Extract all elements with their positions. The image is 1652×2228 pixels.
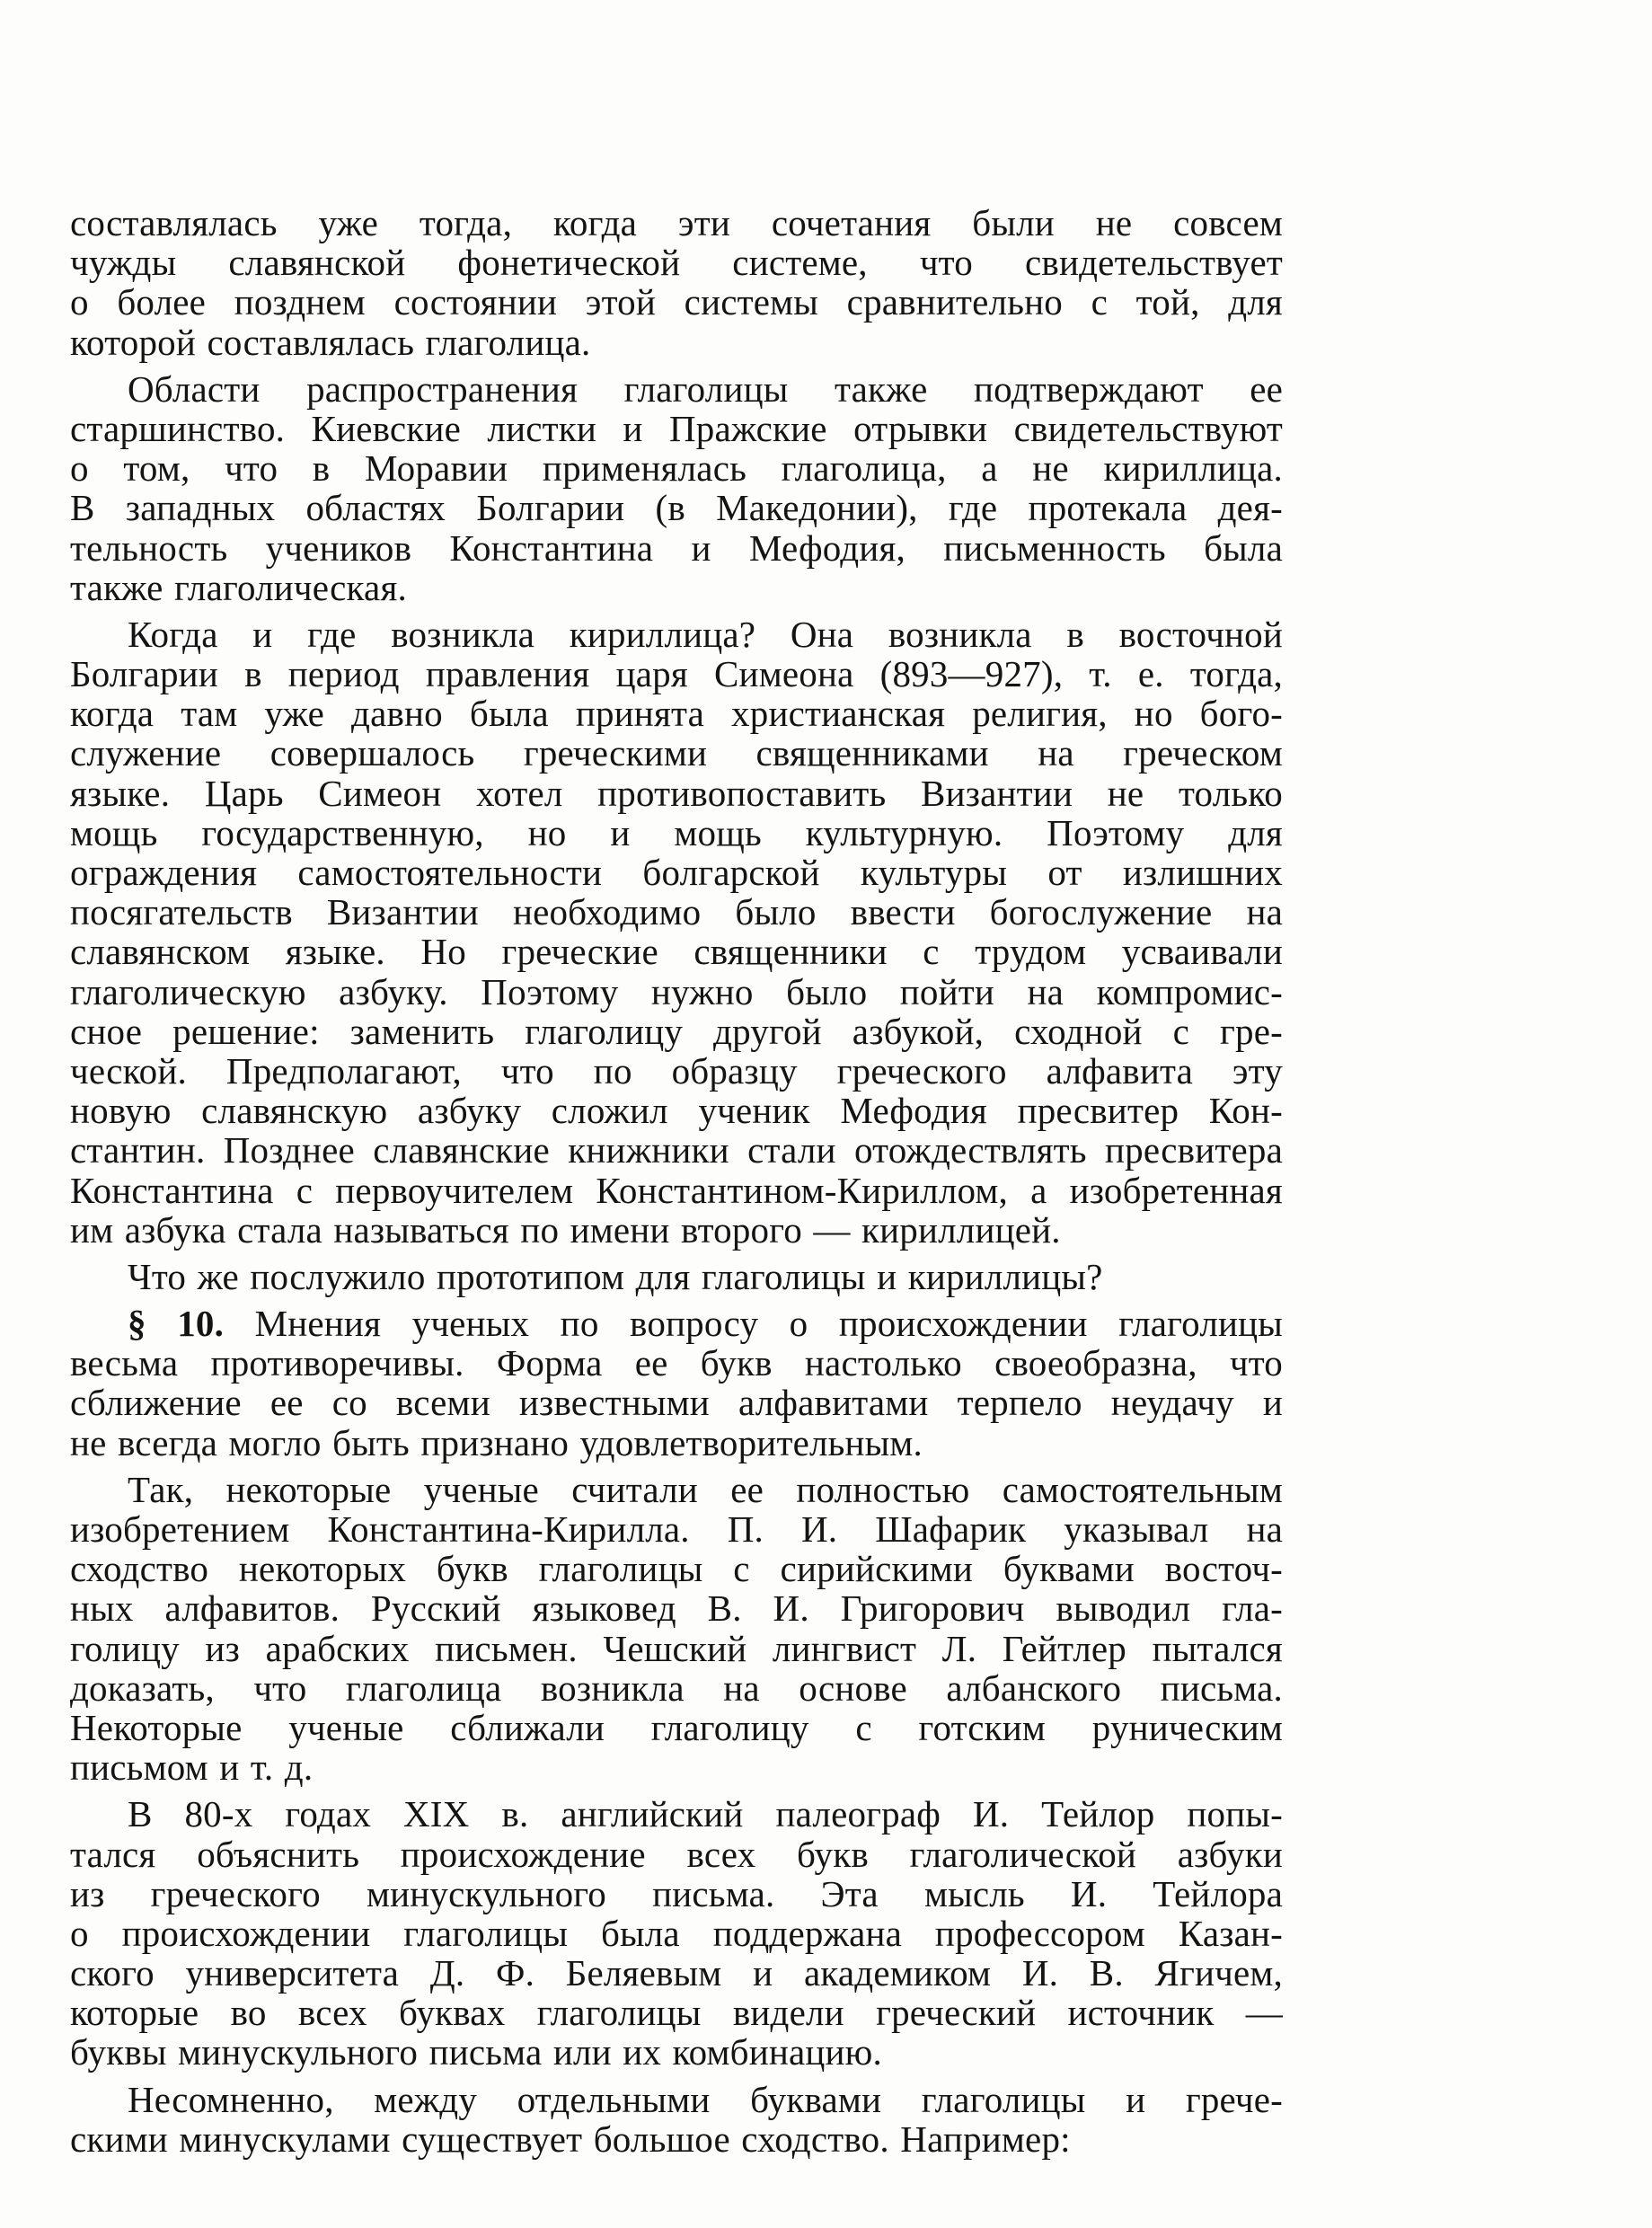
text-line: В западных областях Болгарии (в Македонии), где протекала дея- xyxy=(70,487,1283,529)
text-line: Так, некоторые ученые считали ее полностью самостоятельным xyxy=(128,1468,1283,1510)
paragraph xyxy=(70,369,1283,607)
text-line: Когда и где возникла кириллица? Она возникла в восточной xyxy=(128,613,1283,655)
text-line: Области распространения глаголицы также подтверждают ее xyxy=(128,367,1283,410)
text-line: которой составлялась глаголица. xyxy=(70,321,591,363)
text-line: тельность учеников Константина и Мефодия, письменность была xyxy=(70,526,1283,569)
text-line: им азбука стала называться по имени второго — кириллицей. xyxy=(70,1208,1061,1251)
text-line: славянском языке. Но греческие священники с трудом усваивали xyxy=(70,931,1283,973)
text-line: сное решение: заменить глаголицу другой азбукой, сходной с гре- xyxy=(70,1010,1283,1052)
text-line: письмом и т. д. xyxy=(70,1746,314,1789)
text-line: ограждения самостоятельности болгарской культуры от излишних xyxy=(70,852,1283,893)
paragraph xyxy=(70,1794,1283,2072)
text-line: Что же послужило прототипом для глаголицы и кириллицы? xyxy=(128,1255,1103,1297)
paragraph xyxy=(70,1257,1283,1296)
text-line: чужды славянской фонетической системе, что свидетельствует xyxy=(70,242,1283,284)
text-line xyxy=(70,1304,1283,1343)
text-line: весьма противоречивы. Форма ее букв настолько своеобразна, что xyxy=(70,1342,1283,1384)
text-line: ского университета Д. Ф. Беляевым и академиком И. В. Ягичем, xyxy=(70,1952,1283,1994)
paragraph xyxy=(70,1470,1283,1788)
text-line: которые во всех буквах глаголицы видели греческий источник — xyxy=(70,1992,1283,2034)
text-line: ческой. Предполагают, что по образцу греческого алфавита эту xyxy=(70,1049,1283,1092)
text-line: изобретением Константина-Кирилла. П. И. Шафарик указывал на xyxy=(70,1508,1283,1550)
text-line: стантин. Позднее славянские книжники стали отождествлять пресвитера xyxy=(70,1129,1283,1171)
text-line: В 80-х годах XIX в. английский палеограф И. Тейлор попы- xyxy=(128,1793,1283,1835)
paragraph xyxy=(70,2080,1283,2159)
text-line: Константина с первоучителем Константином-Кириллом, а изобретенная xyxy=(70,1169,1283,1211)
text-line: Болгарии в период правления царя Симеона (893—927), т. е. тогда, xyxy=(70,653,1283,695)
section-number: § 10. xyxy=(128,1303,225,1345)
paragraph xyxy=(70,614,1283,1250)
text-line: тался объяснить происхождение всех букв глаголической азбуки xyxy=(70,1833,1283,1875)
text-line: о том, что в Моравии применялась глаголица, а не кириллица. xyxy=(70,447,1283,490)
text-line: скими минускулами существует большое сходство. Например: xyxy=(70,2117,1071,2160)
text-line: голицу из арабских письмен. Чешский лингвист Л. Гейтлер пытался xyxy=(70,1627,1283,1669)
text-line: Некоторые ученые сближали глаголицу с готским руническим xyxy=(70,1706,1283,1748)
text-line: Несомненно, между отдельными буквами глаголицы и грече- xyxy=(128,2078,1283,2120)
text-line: языке. Царь Симеон хотел противопоставить Византии не только xyxy=(70,772,1283,814)
text-line: буквы минускульного письма или их комбинацию. xyxy=(70,2031,882,2073)
paragraph xyxy=(70,203,1283,362)
text-line: сближение ее со всеми известными алфавитами терпело неудачу и xyxy=(70,1382,1283,1424)
text-line: посягательств Византии необходимо было ввести богослужение на xyxy=(70,891,1283,933)
text-line: служение совершалось греческими священниками на греческом xyxy=(70,732,1283,774)
text-line: старшинство. Киевские листки и Пражские отрывки свидетельствуют xyxy=(70,407,1283,449)
text-line: доказать, что глаголица возникла на основе албанского письма. xyxy=(70,1667,1283,1709)
text-line: из греческого минускульного письма. Эта мысль И. Тейлора xyxy=(70,1872,1283,1914)
body-text xyxy=(70,203,1283,2159)
text-line-content: Мнения ученых по вопросу о происхождении глаголицы xyxy=(224,1303,1284,1345)
text-line: новую славянскую азбуку сложил ученик Мефодия пресвитер Кон- xyxy=(70,1090,1283,1132)
text-line: когда там уже давно была принята христианская религия, но бого- xyxy=(70,693,1283,735)
text-line: составлялась уже тогда, когда эти сочетания были не совсем xyxy=(70,202,1283,243)
text-line: ных алфавитов. Русский языковед В. И. Григорович выводил гла- xyxy=(70,1587,1283,1630)
paragraph xyxy=(70,1304,1283,1463)
text-line: не всегда могло быть признано удовлетворительным. xyxy=(70,1421,923,1463)
text-line: о происхождении глаголицы была поддержана профессором Казан- xyxy=(70,1912,1283,1954)
text-line: также глаголическая. xyxy=(70,566,407,608)
text-line: глаголическую азбуку. Поэтому нужно было пойти на компромис- xyxy=(70,970,1283,1012)
text-line: сходство некоторых букв глаголицы с сирийскими буквами восточ- xyxy=(70,1548,1283,1590)
text-line: мощь государственную, но и мощь культурную. Поэтому для xyxy=(70,811,1283,853)
text-line: о более позднем состоянии этой системы сравнительно с той, для xyxy=(70,281,1283,323)
